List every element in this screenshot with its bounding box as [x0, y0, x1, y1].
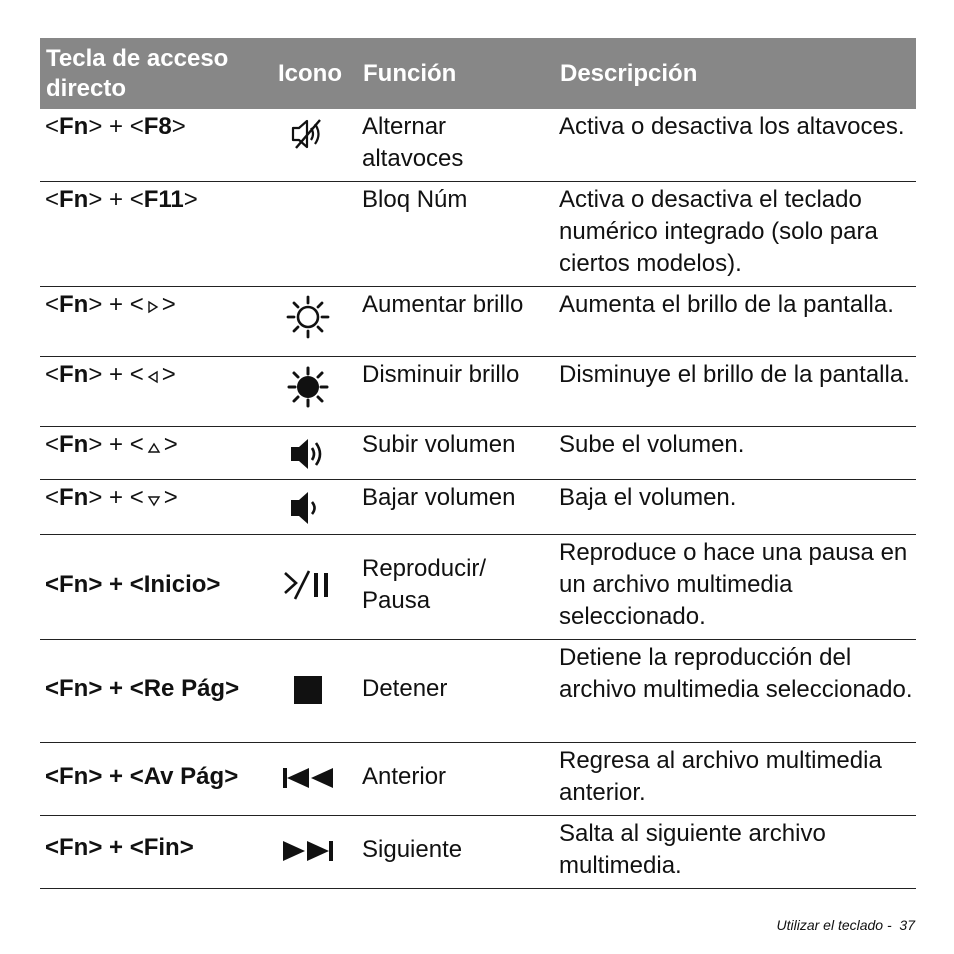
description-cell: Reproduce o hace una pausa en un archivo multimedia seleccionado.: [554, 535, 916, 640]
fn-key: Fn: [59, 484, 89, 511]
stop-icon: [293, 675, 323, 705]
function-cell: Reproducir/ Pausa: [357, 535, 554, 640]
table-row: [40, 357, 916, 427]
down-arrow-key-glyph: [147, 495, 161, 507]
page-number: 37: [899, 917, 915, 933]
function-cell: Disminuir brillo: [357, 357, 554, 427]
up-arrow-key-glyph: [147, 442, 161, 454]
icon-cell: [267, 640, 357, 743]
table-row: [40, 535, 916, 640]
hotkey-cell: <Fn> + < >: [40, 287, 267, 357]
fn-key: Fn: [59, 113, 89, 140]
icon-cell: [267, 427, 357, 480]
description-cell: Aumenta el brillo de la pantalla.: [554, 287, 916, 357]
icon-cell: [267, 480, 357, 535]
icon-cell: [267, 743, 357, 816]
function-cell: Alternar altavoces: [357, 109, 554, 182]
table-header-row: [40, 38, 916, 109]
description-cell: Activa o desactiva el teclado numérico integrado (solo para ciertos modelos).: [554, 182, 916, 287]
plus-sign: +: [109, 291, 124, 318]
description-cell: Salta al siguiente archivo multimedia.: [554, 816, 916, 889]
header-hotkey: Tecla de acceso directo: [40, 38, 267, 109]
description-cell: Baja el volumen.: [554, 480, 916, 535]
icon-cell: [267, 287, 357, 357]
hotkey-cell: <Fn> + <Fin>: [40, 816, 267, 889]
fn-key: Fn: [59, 186, 89, 213]
play-pause-icon: [283, 569, 333, 601]
hotkey-cell: <Fn> + <Av Pág>: [40, 743, 267, 816]
function-cell: Bajar volumen: [357, 480, 554, 535]
function-cell: Siguiente: [357, 816, 554, 889]
header-icon: Icono: [267, 38, 357, 109]
table-row: [40, 427, 916, 480]
description-cell: Detiene la reproducción del archivo multimedia seleccionado.: [554, 640, 916, 743]
hotkey-cell: <Fn> + < >: [40, 427, 267, 480]
table-row: [40, 816, 916, 889]
table-row: [40, 182, 916, 287]
speaker-mute-icon: [290, 117, 326, 151]
plus-sign: +: [109, 484, 124, 511]
sun-outline-icon: [286, 295, 330, 339]
key-name: F11: [143, 186, 184, 213]
fn-key: Fn: [59, 291, 89, 318]
function-cell: Aumentar brillo: [357, 287, 554, 357]
icon-cell: [267, 535, 357, 640]
header-function: Función: [357, 38, 554, 109]
hotkey-cell: <Fn> + <Inicio>: [40, 535, 267, 640]
function-cell: Anterior: [357, 743, 554, 816]
page-footer: [776, 917, 915, 933]
function-cell: Subir volumen: [357, 427, 554, 480]
icon-cell: [267, 816, 357, 889]
plus-sign: +: [109, 431, 124, 458]
description-cell: Activa o desactiva los altavoces.: [554, 109, 916, 182]
hotkey-cell: <Fn> + <F8>: [40, 109, 267, 182]
description-cell: Disminuye el brillo de la pantalla.: [554, 357, 916, 427]
fn-key: Fn: [59, 431, 89, 458]
hotkey-cell: <Fn> + <F11>: [40, 182, 267, 287]
table-row: [40, 480, 916, 535]
right-arrow-key-glyph: [147, 300, 159, 314]
volume-up-icon: [288, 435, 328, 473]
table-row: [40, 743, 916, 816]
volume-down-icon: [288, 488, 328, 528]
sun-filled-icon: [286, 365, 330, 409]
hotkey-cell: <Fn> + < >: [40, 357, 267, 427]
icon-cell: [267, 357, 357, 427]
table-row: [40, 109, 916, 182]
description-cell: Sube el volumen.: [554, 427, 916, 480]
footer-section: Utilizar el teclado -: [776, 917, 892, 933]
description-cell: Regresa al archivo multimedia anterior.: [554, 743, 916, 816]
plus-sign: +: [109, 361, 124, 388]
function-cell: Bloq Núm: [357, 182, 554, 287]
fn-key: Fn: [59, 361, 89, 388]
icon-cell: [267, 182, 357, 287]
plus-sign: +: [109, 113, 124, 140]
hotkey-cell: <Fn> + <Re Pág>: [40, 640, 267, 743]
function-cell: Detener: [357, 640, 554, 743]
key-name: F8: [143, 113, 172, 140]
hotkey-table: [40, 38, 916, 889]
left-arrow-key-glyph: [147, 370, 159, 384]
header-description: Descripción: [554, 38, 916, 109]
next-track-icon: [281, 839, 335, 863]
table-row: [40, 287, 916, 357]
icon-cell: [267, 109, 357, 182]
hotkey-cell: <Fn> + < >: [40, 480, 267, 535]
table-row: [40, 640, 916, 743]
previous-track-icon: [281, 766, 335, 790]
plus-sign: +: [109, 186, 124, 213]
